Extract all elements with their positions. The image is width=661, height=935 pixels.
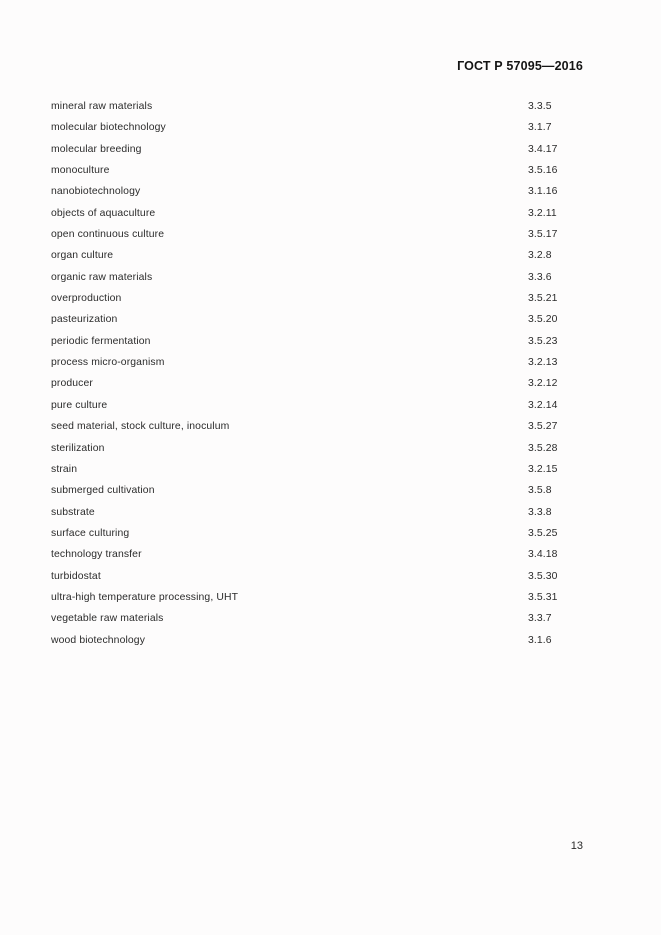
index-clause-number: 3.3.5 [528, 101, 552, 112]
index-term: process micro-organism [51, 357, 165, 369]
index-clause-number: 3.2.12 [528, 378, 558, 390]
index-clause-number: 3.3.6 [528, 271, 552, 283]
index-clause-number: 3.2.13 [528, 357, 558, 369]
index-entry-row [51, 267, 583, 288]
index-term: submerged cultivation [51, 485, 155, 497]
index-entry-row [51, 416, 583, 437]
index-term: strain [51, 463, 78, 475]
index-clause-number: 3.4.17 [528, 143, 558, 155]
index-term: molecular breeding [51, 143, 142, 155]
index-clause-number: 3.1.16 [528, 186, 558, 198]
index-clause-number: 3.5.27 [528, 421, 558, 433]
index-term: technology transfer [51, 549, 142, 561]
index-entry-row [51, 331, 583, 352]
index-term: pure culture [51, 399, 108, 411]
index-clause-number: 3.5.8 [528, 485, 552, 497]
index-clause-number: 3.2.11 [528, 207, 557, 219]
index-clause-number: 3.5.23 [528, 335, 558, 347]
index-entry-row [51, 203, 583, 224]
index-clause-number: 3.2.14 [528, 399, 558, 411]
index-term: vegetable raw materials [51, 613, 164, 625]
index-entry-row [51, 630, 583, 651]
index-entry-row [51, 181, 583, 202]
index-entry-row [51, 544, 583, 565]
index-entry-row [51, 352, 583, 373]
index-clause-number: 3.5.31 [528, 591, 558, 603]
index-clause-number: 3.2.8 [528, 250, 552, 262]
index-term: organic raw materials [51, 271, 153, 283]
index-entry-row [51, 438, 583, 459]
index-term: objects of aquaculture [51, 207, 156, 219]
index-clause-number: 3.5.28 [528, 442, 558, 454]
index-clause-number: 3.5.25 [528, 527, 558, 539]
index-term: ultra-high temperature processing, UHT [51, 591, 239, 603]
index-term: seed material, stock culture, inoculum [51, 421, 230, 433]
index-entry-row [51, 96, 583, 117]
index-term: periodic fermentation [51, 335, 151, 347]
index-entry-row [51, 160, 583, 181]
index-entry-row [51, 523, 583, 544]
index-entry-row [51, 480, 583, 501]
alphabetical-index-list [51, 96, 583, 651]
index-entry-row [51, 608, 583, 629]
index-clause-number: 3.5.20 [528, 314, 558, 326]
standard-number-header: ГОСТ Р 57095—2016 [457, 59, 583, 73]
index-clause-number: 3.5.21 [528, 293, 558, 305]
index-clause-number: 3.3.8 [528, 506, 552, 518]
index-entry-row [51, 566, 583, 587]
index-clause-number: 3.4.18 [528, 549, 558, 561]
index-term: pasteurization [51, 314, 118, 326]
index-entry-row [51, 459, 583, 480]
index-clause-number: 3.1.7 [528, 122, 552, 134]
index-entry-row [51, 117, 583, 138]
index-term: overproduction [51, 293, 122, 305]
index-term: substrate [51, 506, 95, 518]
index-clause-number: 3.1.6 [528, 634, 552, 646]
index-term: open continuous culture [51, 229, 165, 241]
index-term: monoculture [51, 165, 110, 177]
index-term: molecular biotechnology [51, 122, 166, 134]
index-term: wood biotechnology [51, 634, 146, 646]
index-term: turbidostat [51, 570, 101, 582]
index-term: organ culture [51, 250, 114, 262]
index-clause-number: 3.2.15 [528, 463, 558, 475]
index-term: mineral raw materials [51, 101, 153, 112]
index-clause-number: 3.3.7 [528, 613, 552, 625]
index-entry-row [51, 587, 583, 608]
index-entry-row [51, 502, 583, 523]
index-term: producer [51, 378, 93, 390]
index-entry-row [51, 395, 583, 416]
index-entry-row [51, 139, 583, 160]
index-clause-number: 3.5.30 [528, 570, 558, 582]
index-term: nanobiotechnology [51, 186, 141, 198]
index-entry-row [51, 224, 583, 245]
page-number: 13 [570, 840, 583, 852]
index-entry-row [51, 245, 583, 266]
index-entry-row [51, 309, 583, 330]
index-term: sterilization [51, 442, 105, 454]
index-entry-row [51, 288, 583, 309]
index-clause-number: 3.5.17 [528, 229, 558, 241]
index-clause-number: 3.5.16 [528, 165, 558, 177]
index-entry-row [51, 373, 583, 394]
index-term: surface culturing [51, 527, 130, 539]
